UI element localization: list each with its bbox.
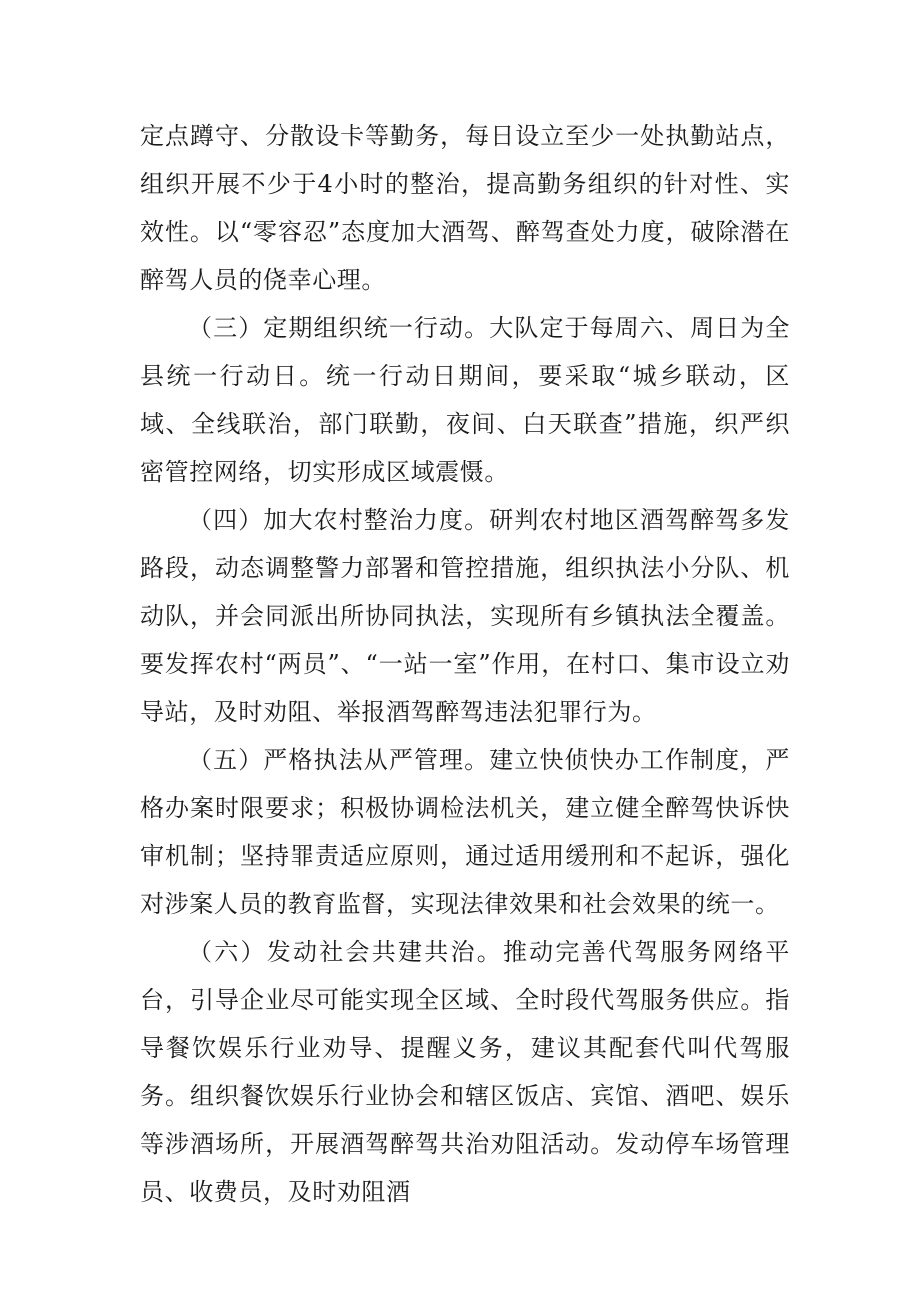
paragraph-continuation: 定点蹲守、分散设卡等勤务，每日设立至少一处执勤站点，组织开展不少于4小时的整治，提高勤务组织的针对性、实效性。以“零容忍”态度加大酒驾、醉驾查处力度，破除潜在醉驾人员的侥幸心理。 [140, 122, 790, 294]
paragraph-section-5: （五）严格执法从严管理。建立快侦快办工作制度，严格办案时限要求；积极协调检法机关，建立健全醉驾快诉快审机制；坚持罪责适应原则，通过适用缓刑和不起诉，强化对涉案人员的教育监督，实现法律效果和社会效果的统一。 [140, 746, 790, 918]
paragraph-section-6: （六）发动社会共建共治。推动完善代驾服务网络平台，引导企业尽可能实现全区域、全时段代驾服务供应。指导餐饮娱乐行业劝导、提醒义务，建议其配套代叫代驾服务。组织餐饮娱乐行业协会和辖区饭店、宾馆、酒吧、娱乐等涉酒场所，开展酒驾醉驾共治劝阻活动。发动停车场管理员、收费员，及时劝阻酒 [140, 938, 790, 1206]
paragraph-section-4: （四）加大农村整治力度。研判农村地区酒驾醉驾多发路段，动态调整警力部署和管控措施，组织执法小分队、机动队，并会同派出所协同执法，实现所有乡镇执法全覆盖。要发挥农村“两员”、“一站一室”作用，在村口、集市设立劝导站，及时劝阻、举报酒驾醉驾违法犯罪行为。 [140, 506, 790, 726]
document-body [140, 112, 790, 1216]
paragraph-section-3: （三）定期组织统一行动。大队定于每周六、周日为全县统一行动日。统一行动日期间，要采取“城乡联动，区域、全线联治，部门联勤，夜间、白天联查”措施，织严织密管控网络，切实形成区域震慑。 [140, 314, 790, 486]
